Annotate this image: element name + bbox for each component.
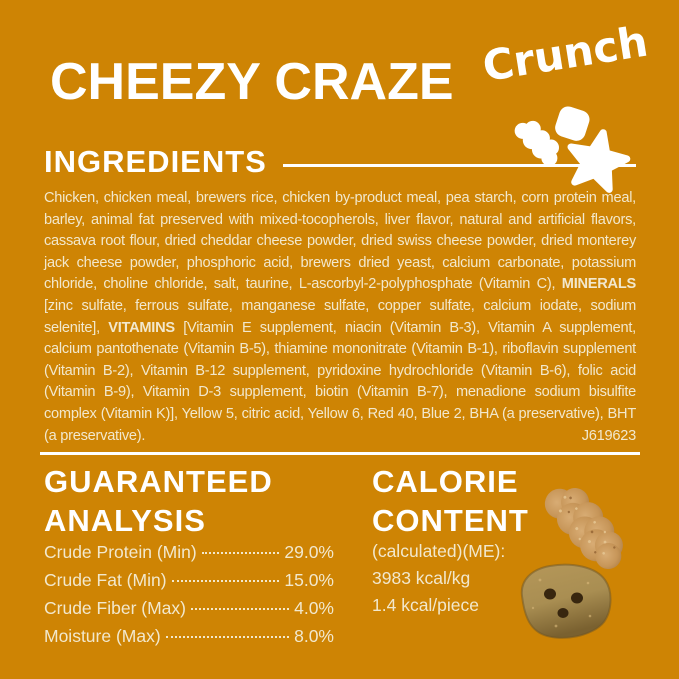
- star-treat-photo: [522, 565, 611, 638]
- dot-leader: [172, 580, 280, 582]
- treats-photo: [500, 468, 675, 679]
- vitamins-label: VITAMINS: [108, 319, 175, 336]
- analysis-label: Crude Protein (Min): [44, 542, 197, 562]
- analysis-value: 4.0%: [294, 598, 334, 618]
- calorie-content-heading-line2: CONTENT: [372, 503, 529, 538]
- product-title: CHEEZY CRAZE: [50, 53, 454, 111]
- lot-code: J619623: [572, 426, 636, 448]
- treat-square-icon: [553, 104, 592, 143]
- minerals-label: MINERALS: [561, 276, 636, 293]
- dot-leader: [202, 552, 280, 554]
- treat-hole: [544, 589, 556, 600]
- guaranteed-analysis-table: [44, 542, 334, 654]
- ingredients-text-part3: [Vitamin E supplement, niacin (Vitamin B-3), Vitamin A supplement, calcium pantothenate (Vitamin B-5), thiamine mononitrate (Vitamin B-1), riboflavin supplement (Vitamin B-2), Vitamin B-12 supplement, pyridoxine hydrochloride (Vitamin B-6), folic acid (Vitamin B-9), Vitamin D-3 supplement, biotin (Vitamin B-7), menadione sodium bisulfite complex (Vitamin K)], Yellow 5, citric acid, Yellow 6, Red 40, Blue 2, BHA (a preservative), BHT (a preservative).: [44, 319, 636, 444]
- analysis-row-crude-fat: [44, 570, 334, 591]
- analysis-label: Crude Fiber (Max): [44, 598, 186, 618]
- calorie-content-details: [372, 538, 505, 619]
- analysis-row-crude-protein: [44, 542, 334, 563]
- calorie-per-kg: 3983 kcal/kg: [372, 568, 471, 588]
- calorie-per-piece: 1.4 kcal/piece: [372, 595, 480, 615]
- dot-leader: [166, 636, 289, 638]
- section-divider-line: [40, 452, 640, 455]
- guaranteed-analysis-heading: [44, 462, 273, 540]
- ingredients-heading: INGREDIENTS: [44, 144, 267, 179]
- dot-leader: [191, 608, 289, 610]
- analysis-label: Crude Fat (Min): [44, 570, 167, 590]
- guaranteed-analysis-heading-line2: ANALYSIS: [44, 503, 206, 538]
- ingredients-rule-line: [283, 164, 636, 167]
- analysis-label: Moisture (Max): [44, 626, 161, 646]
- ingredients-text-part1: Chicken, chicken meal, brewers rice, chicken by-product meal, pea starch, corn protein meal, barley, animal fat preserved with mixed-tocopherols, liver flavor, natural and artificial flavors, cassava root flour, dried cheddar cheese powder, dried swiss cheese powder, dried monterey jack cheese powder, phosphoric acid, brewers dried yeast, calcium carbonate, potassium chloride, choline chloride, salt, taurine, L-ascorbyl-2-polyphosphate (Vitamin C),: [44, 190, 636, 293]
- calorie-content-heading-line1: CALORIE: [372, 464, 519, 499]
- treat-hole: [558, 608, 569, 618]
- calorie-basis: (calculated)(ME):: [372, 541, 506, 561]
- analysis-row-crude-fiber: [44, 598, 334, 619]
- product-subtitle: Crunch: [479, 16, 652, 91]
- guaranteed-analysis-heading-line1: GUARANTEED: [44, 464, 273, 499]
- analysis-value: 8.0%: [294, 626, 334, 646]
- analysis-row-moisture: [44, 626, 334, 647]
- analysis-value: 29.0%: [284, 542, 334, 562]
- ingredients-header-row: [44, 146, 636, 177]
- ingredients-paragraph: [44, 188, 636, 447]
- caterpillar-treat-photo: [539, 474, 635, 579]
- ingredients-text-part2: [zinc sulfate, ferrous sulfate, manganese sulfate, copper sulfate, calcium iodate, sodium selenite],: [44, 297, 636, 336]
- analysis-value: 15.0%: [284, 570, 334, 590]
- treat-hole: [571, 593, 583, 604]
